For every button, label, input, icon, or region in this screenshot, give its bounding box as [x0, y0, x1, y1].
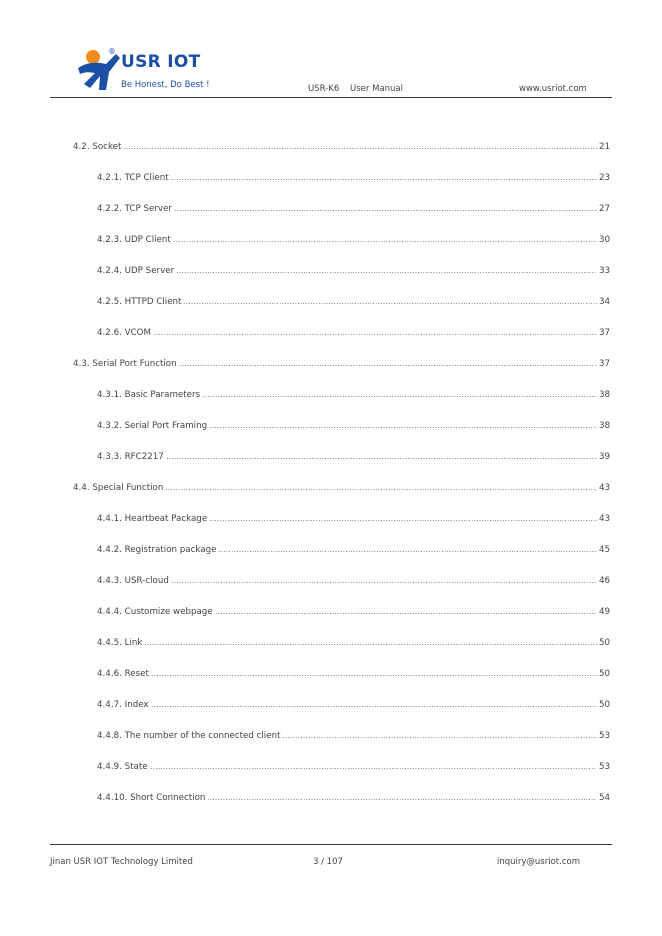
toc-entry-label: 4.2.4. UDP Server	[97, 266, 175, 276]
toc-entry-page: 30	[598, 235, 610, 245]
brand-name: USR IOT	[121, 52, 201, 72]
toc-dot-leader	[282, 737, 596, 738]
toc-entry-page: 38	[598, 390, 610, 400]
toc-entry[interactable]	[97, 324, 610, 338]
footer-divider	[50, 844, 612, 845]
toc-entry-page: 37	[598, 359, 610, 369]
toc-entry-label: 4.4.1. Heartbeat Package	[97, 514, 208, 524]
toc-entry-label: 4.4.7. Index	[97, 700, 149, 710]
toc-entry-page: 23	[598, 173, 610, 183]
toc-entry-label: 4.3. Serial Port Function	[73, 359, 177, 369]
toc-entry[interactable]	[73, 355, 610, 369]
toc-entry-label: 4.2.5. HTTPD Client	[97, 297, 182, 307]
toc-dot-leader	[151, 675, 597, 676]
toc-entry-page: 21	[598, 142, 610, 152]
toc-dot-leader	[209, 520, 597, 521]
toc-entry[interactable]	[97, 262, 610, 276]
toc-entry[interactable]	[97, 448, 610, 462]
toc-dot-leader	[165, 489, 597, 490]
toc-entry[interactable]	[97, 758, 610, 772]
toc-dot-leader	[215, 613, 597, 614]
toc-entry[interactable]	[97, 696, 610, 710]
footer-email[interactable]: inquiry@usriot.com	[497, 857, 580, 867]
toc-entry-label: 4.4.3. USR-cloud	[97, 576, 169, 586]
toc-entry-label: 4.4.5. Link	[97, 638, 143, 648]
toc-entry[interactable]	[97, 417, 610, 431]
toc-dot-leader	[144, 644, 597, 645]
toc-entry-page: 45	[598, 545, 610, 555]
toc-entry-page: 50	[598, 638, 610, 648]
toc-entry-label: 4.4.6. Reset	[97, 669, 149, 679]
toc-entry-page: 38	[598, 421, 610, 431]
toc-entry[interactable]	[97, 510, 610, 524]
toc-entry[interactable]	[97, 789, 610, 803]
footer-company: Jinan USR IOT Technology Limited	[50, 857, 193, 867]
toc-dot-leader	[174, 210, 597, 211]
toc-entry-page: 46	[598, 576, 610, 586]
toc-entry-label: 4.3.2. Serial Port Framing	[97, 421, 208, 431]
toc-dot-leader	[151, 706, 597, 707]
toc-entry[interactable]	[97, 200, 610, 214]
toc-entry-page: 37	[598, 328, 610, 338]
toc-entry[interactable]	[97, 603, 610, 617]
toc-entry-page: 54	[598, 793, 610, 803]
toc-dot-leader	[171, 582, 597, 583]
toc-entry-label: 4.4.4. Customize webpage	[97, 607, 213, 617]
toc-entry[interactable]	[97, 665, 610, 679]
toc-entry-page: 49	[598, 607, 610, 617]
toc-entry-page: 50	[598, 700, 610, 710]
toc-entry-label: 4.4.2. Registration package	[97, 545, 217, 555]
toc-entry-page: 43	[598, 514, 610, 524]
toc-entry-label: 4.2. Socket	[73, 142, 122, 152]
toc-entry[interactable]	[73, 138, 610, 152]
toc-entry-page: 53	[598, 731, 610, 741]
toc-entry-page: 33	[598, 266, 610, 276]
toc-entry-label: 4.2.6. VCOM	[97, 328, 151, 338]
toc-entry-label: 4.2.1. TCP Client	[97, 173, 169, 183]
toc-entry[interactable]	[97, 572, 610, 586]
toc-entry-label: 4.2.3. UDP Client	[97, 235, 171, 245]
toc-entry[interactable]	[73, 479, 610, 493]
toc-entry[interactable]	[97, 634, 610, 648]
toc-entry-label: 4.4.10. Short Connection	[97, 793, 206, 803]
toc-entry-page: 43	[598, 483, 610, 493]
toc-entry-page: 39	[598, 452, 610, 462]
toc-dot-leader	[218, 551, 596, 552]
page-header	[0, 0, 662, 100]
document-title: USR-K6 User Manual	[308, 84, 403, 94]
toc-entry-page: 53	[598, 762, 610, 772]
toc-dot-leader	[153, 334, 597, 335]
toc-entry-label: 4.3.1. Basic Parameters	[97, 390, 201, 400]
registered-mark: ®	[108, 47, 116, 56]
toc-entry-label: 4.3.3. RFC2217	[97, 452, 164, 462]
toc-entry[interactable]	[97, 293, 610, 307]
website-link[interactable]: www.usriot.com	[519, 84, 587, 94]
brand-slogan: Be Honest, Do Best !	[121, 80, 210, 90]
toc-entry[interactable]	[97, 386, 610, 400]
toc-dot-leader	[166, 458, 597, 459]
toc-entry-page: 27	[598, 204, 610, 214]
toc-dot-leader	[176, 272, 597, 273]
toc-dot-leader	[173, 241, 597, 242]
toc-entry[interactable]	[97, 169, 610, 183]
toc-dot-leader	[183, 303, 596, 304]
toc-entry-label: 4.2.2. TCP Server	[97, 204, 172, 214]
toc-dot-leader	[171, 179, 597, 180]
toc-entry-label: 4.4.8. The number of the connected client	[97, 731, 281, 741]
toc-dot-leader	[123, 148, 597, 149]
toc-dot-leader	[209, 427, 597, 428]
toc-dot-leader	[202, 396, 597, 397]
toc-entry[interactable]	[97, 727, 610, 741]
header-divider	[50, 97, 612, 98]
toc-dot-leader	[150, 768, 597, 769]
footer-page-number: 3 / 107	[313, 857, 343, 867]
toc-entry-label: 4.4. Special Function	[73, 483, 164, 493]
toc-entry[interactable]	[97, 541, 610, 555]
toc-entry-page: 50	[598, 669, 610, 679]
toc-dot-leader	[179, 365, 597, 366]
toc-entry[interactable]	[97, 231, 610, 245]
toc-dot-leader	[207, 799, 597, 800]
toc-entry-label: 4.4.9. State	[97, 762, 148, 772]
toc-entry-page: 34	[598, 297, 610, 307]
